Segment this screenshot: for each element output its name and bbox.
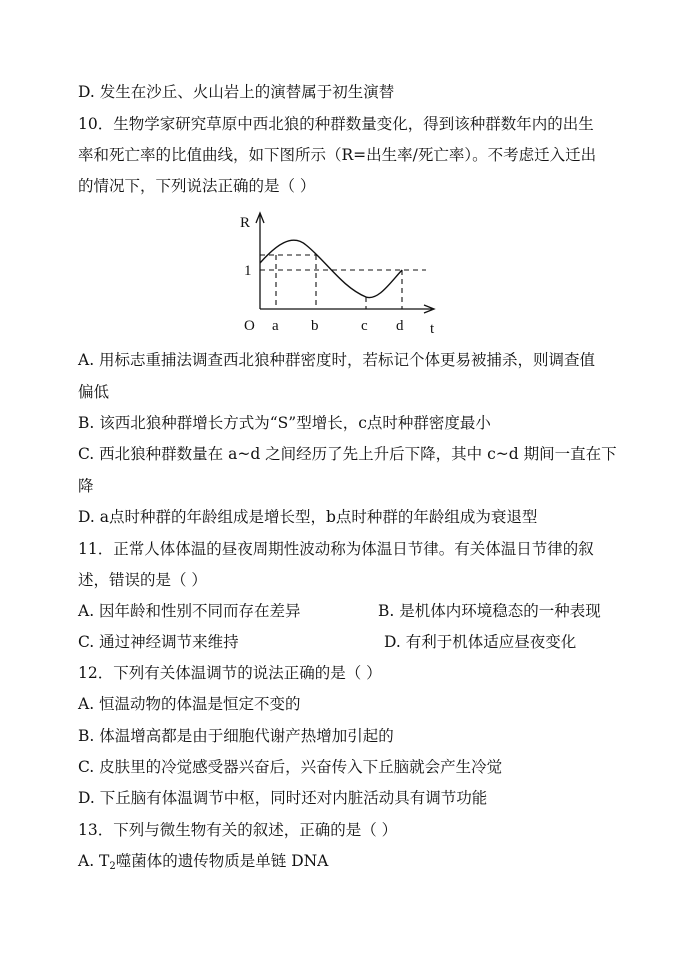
r-curve-figure (230, 205, 460, 337)
q10-option-a-line2: 偏低 (78, 383, 110, 401)
q12-option-c: C. 皮肤里的冷觉感受器兴奋后，兴奋传入下丘脑就会产生冷觉 (78, 758, 503, 776)
q10-option-d: D. a点时种群的年龄组成是增长型，b点时种群的年龄组成为衰退型 (78, 508, 538, 526)
r-curve (260, 240, 402, 297)
y-tick-1: 1 (244, 263, 252, 279)
q11-stem-line2: 述，错误的是（ ） (78, 571, 207, 589)
q11-stem-line1: 11．正常人体体温的昼夜周期性波动称为体温日节律。有关体温日节律的叙 (78, 540, 594, 558)
q9-option-d: D. 发生在沙丘、火山岩上的演替属于初生演替 (78, 83, 395, 101)
q10-option-a-line1: A. 用标志重捕法调查西北狼种群密度时，若标记个体更易被捕杀，则调查值 (78, 351, 596, 369)
q12-option-b: B. 体温增高都是由于细胞代谢产热增加引起的 (78, 727, 394, 745)
x-tick-b: b (311, 318, 319, 334)
q11-option-c: C. 通过神经调节来维持 (78, 633, 239, 651)
x-tick-c: c (361, 318, 368, 334)
x-axis-label: t (430, 321, 435, 337)
q13-stem: 13．下列与微生物有关的叙述，正确的是（ ） (78, 821, 398, 839)
q10-option-c-line1: C. 西北狼种群数量在 a~d 之间经历了先上升后下降，其中 c~d 期间一直在下 (78, 445, 617, 463)
origin-label: O (244, 318, 255, 334)
q10-stem-line3: 的情况下，下列说法正确的是（ ） (78, 177, 316, 195)
q12-stem: 12．下列有关体温调节的说法正确的是（ ） (78, 664, 382, 682)
q10-option-b: B. 该西北狼种群增长方式为“S”型增长，c点时种群密度最小 (78, 414, 491, 432)
q13-option-a-text: 噬菌体的遗传物质是单链 DNA (115, 852, 329, 870)
y-axis-label: R (240, 215, 251, 231)
q11-option-a: A. 因年龄和性别不同而存在差异 (78, 602, 301, 620)
q10-option-c-line2: 降 (78, 477, 94, 495)
q11-option-b: B. 是机体内环境稳态的一种表现 (378, 602, 601, 620)
x-tick-d: d (396, 318, 404, 334)
q13-option-a-prefix: A. T (78, 852, 110, 870)
q11-option-d: D. 有利于机体适应昼夜变化 (384, 633, 577, 651)
x-tick-a: a (272, 318, 279, 334)
q10-stem-line2: 率和死亡率的比值曲线，如下图所示（R=出生率/死亡率）。不考虑迁入迁出 (78, 146, 597, 164)
q12-option-a: A. 恒温动物的体温是恒定不变的 (78, 695, 301, 713)
q13-option-a (78, 851, 328, 877)
q12-option-d: D. 下丘脑有体温调节中枢，同时还对内脏活动具有调节功能 (78, 789, 488, 807)
q10-stem-line1: 10．生物学家研究草原中西北狼的种群数量变化，得到该种群数年内的出生 (78, 115, 594, 133)
q13-option-a-subscript: 2 (109, 861, 116, 872)
